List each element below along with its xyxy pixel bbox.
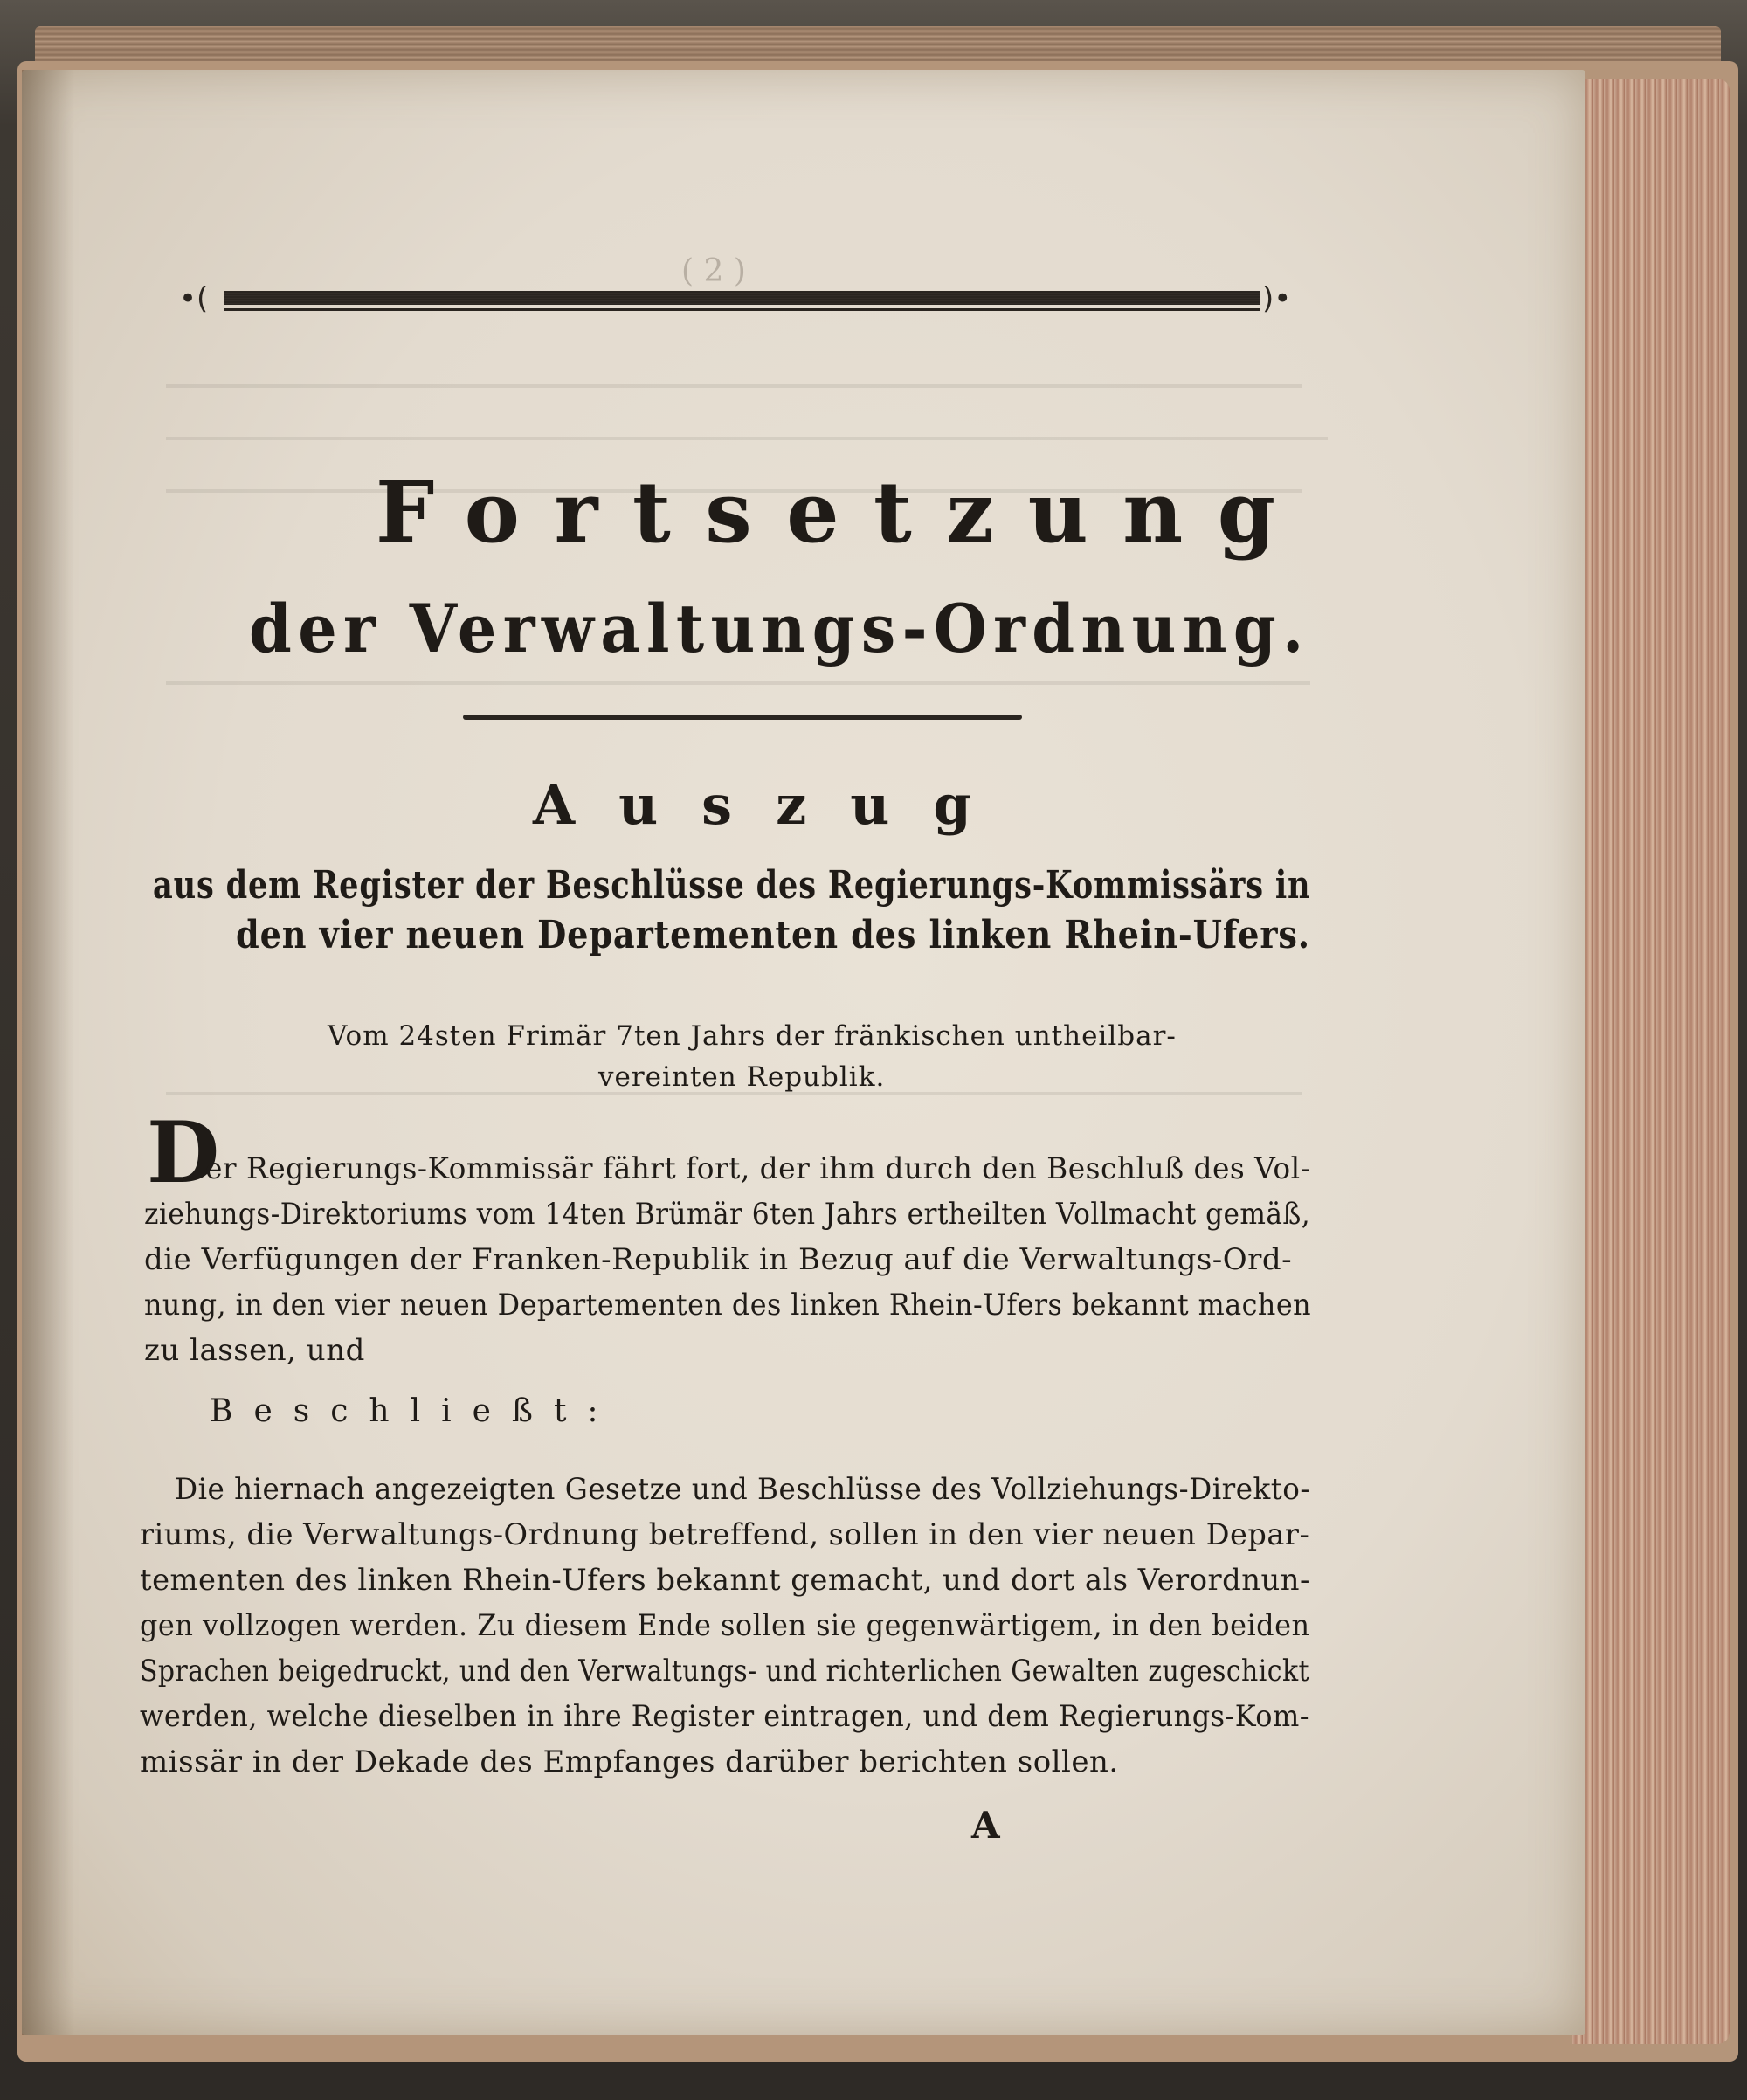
signature-mark: A bbox=[971, 1804, 1000, 1847]
paragraph-2-line: missär in der Dekade des Empfanges darüber berichten sollen. bbox=[140, 1744, 1119, 1779]
bleed-through bbox=[166, 384, 1302, 388]
paragraph-1-line: zu lassen, und bbox=[144, 1333, 365, 1368]
page-gutter-shadow bbox=[22, 70, 74, 2035]
page-subtitle: der Verwaltungs-Ordnung. bbox=[249, 590, 1310, 667]
ornament-left: •( bbox=[179, 281, 209, 316]
paragraph-2-line: werden, welche dieselben in ihre Register eintragen, und dem Regierungs-Kom- bbox=[140, 1699, 1310, 1734]
top-rule-thin bbox=[224, 308, 1260, 311]
ornament-right: )• bbox=[1262, 281, 1292, 316]
paragraph-2-line: tementen des linken Rhein-Ufers bekannt gemacht, und dort als Verordnun- bbox=[140, 1563, 1310, 1598]
top-rule bbox=[224, 291, 1260, 305]
book-fore-edge bbox=[1572, 79, 1730, 2044]
date-line-2: vereinten Republik. bbox=[598, 1061, 886, 1093]
bleed-through bbox=[166, 681, 1310, 685]
page-title: Fortsetzung bbox=[376, 463, 1310, 562]
paragraph-2-line: Die hiernach angezeigten Gesetze und Beschlüsse des Vollziehungs-Direkto- bbox=[175, 1472, 1310, 1507]
paragraph-1-line: ziehungs-Direktoriums vom 14ten Brümär 6ten Jahrs ertheilten Vollmacht gemäß, bbox=[144, 1197, 1311, 1232]
paragraph-1-line: nung, in den vier neuen Departementen des linken Rhein-Ufers bekannt machen bbox=[144, 1288, 1311, 1323]
date-line-1: Vom 24sten Frimär 7ten Jahrs der fränkischen untheilbar- bbox=[328, 1020, 1177, 1052]
register-line-2: den vier neuen Departementen des linken Rhein-Ufers. bbox=[236, 913, 1310, 957]
section-heading: Auszug bbox=[533, 773, 1015, 837]
bleed-through bbox=[166, 437, 1328, 440]
paragraph-1-line: er Regierungs-Kommissär fährt fort, der ihm durch den Beschluß des Vol- bbox=[205, 1151, 1311, 1186]
paragraph-2-line: riums, die Verwaltungs-Ordnung betreffend, sollen in den vier neuen Depar- bbox=[140, 1517, 1310, 1552]
paragraph-1-line: die Verfügungen der Franken-Republik in Bezug auf die Verwaltungs-Ord- bbox=[144, 1242, 1293, 1277]
book-page bbox=[22, 70, 1585, 2035]
beschliesst-heading: Beschließt: bbox=[210, 1393, 619, 1429]
divider-rule bbox=[463, 715, 1022, 720]
page-number: ( 2 ) bbox=[681, 253, 746, 289]
paragraph-2-line: gen vollzogen werden. Zu diesem Ende sollen sie gegenwärtigem, in den beiden bbox=[140, 1608, 1310, 1643]
paragraph-2-line: Sprachen beigedruckt, und den Verwaltungs- und richterlichen Gewalten zugeschickt bbox=[140, 1654, 1309, 1689]
register-line-1: aus dem Register der Beschlüsse des Regierungs-Kommissärs in bbox=[153, 863, 1311, 908]
drop-cap: D bbox=[147, 1103, 220, 1202]
